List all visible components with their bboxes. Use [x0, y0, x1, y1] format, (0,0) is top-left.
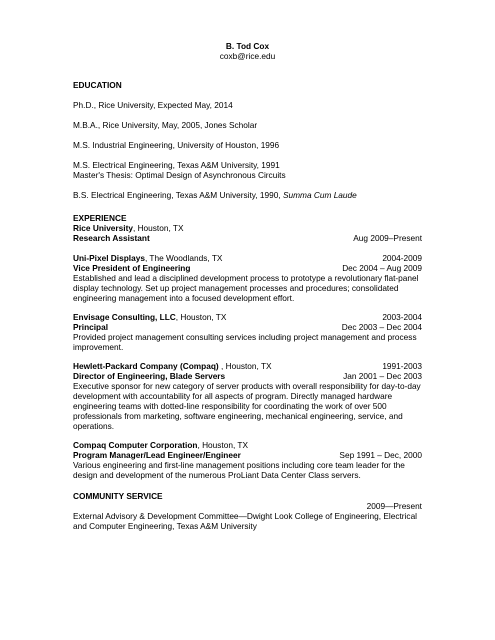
job-org-row [73, 440, 422, 450]
job-location: , The Woodlands, TX [144, 253, 223, 263]
education-item: M.S. Industrial Engineering, University of Houston, 1996 [73, 140, 280, 150]
job-title: Principal [73, 322, 109, 332]
job-dates: Sep 1991 – Dec, 2000 [339, 450, 422, 460]
education-item: M.S. Electrical Engineering, Texas A&M University, 1991 [73, 160, 280, 170]
job-description: Established and lead a disciplined development process to prototype a revolutionary flat-panel display technology. Set up project management processes and procedures; consolidated engineering management into a focused development effort. [73, 273, 419, 303]
job-title-row [73, 322, 422, 332]
job-org-row [73, 253, 422, 263]
job-org: Compaq Computer Corporation [73, 440, 198, 450]
resume-name: B. Tod Cox [225, 41, 270, 51]
education-item: M.B.A., Rice University, May, 2005, Jones Scholar [73, 120, 258, 130]
job-title: Program Manager/Lead Engineer/Engineer [73, 450, 241, 460]
community-description: External Advisory & Development Committee—Dwight Look College of Engineering, Electrical and Computer Engineering, Texas A&M University [73, 511, 418, 531]
job-org: Rice University [73, 223, 133, 233]
job-description: Provided project management consulting services including project management and process improvement. [73, 332, 417, 352]
job-location: , Houston, TX [175, 312, 227, 322]
education-honors: Summa Cum Laude [282, 190, 357, 200]
job-org-dates: 1991-2003 [382, 361, 422, 371]
job-org: Uni-Pixel Displays [73, 253, 145, 263]
job-description: Executive sponsor for new category of server products with overall responsibility for day-to-day development with accountability for all aspects of program. Directly managed hardware engineering teams with dotted-line responsibility for coordinating the work of over 500 professionals from marketing, software engineering, mechanical engineering, service, and operations. [73, 381, 421, 431]
job-org: Hewlett-Packard Company (Compaq) [73, 361, 219, 371]
job-dates: Dec 2003 – Dec 2004 [341, 322, 422, 332]
job-description: Various engineering and first-line management positions including core team leader for the design and development of the numerous ProLiant Data Center Class servers. [73, 460, 405, 480]
resume-email: coxb@rice.edu [219, 51, 276, 61]
job-title-row [73, 450, 422, 460]
education-item [73, 190, 422, 200]
community-dates: 2009—Present [366, 501, 422, 511]
education-thesis: Master's Thesis: Optimal Design of Asynchronous Circuits [73, 170, 286, 180]
job-location: , Houston, TX [132, 223, 184, 233]
job-org-dates: 2004-2009 [382, 253, 422, 263]
job-org-row [73, 223, 422, 233]
experience-heading: EXPERIENCE [73, 213, 127, 223]
job-org-row [73, 312, 422, 322]
job-dates: Aug 2009–Present [353, 233, 422, 243]
job-title-row [73, 371, 422, 381]
job-org-dates: 2003-2004 [382, 312, 422, 322]
job-title-row [73, 263, 422, 273]
job-title: Director of Engineering, Blade Servers [73, 371, 226, 381]
job-org-row [73, 361, 422, 371]
community-heading: COMMUNITY SERVICE [73, 491, 163, 501]
education-item-text: B.S. Electrical Engineering, Texas A&M University, 1990, [73, 190, 283, 200]
job-dates: Dec 2004 – Aug 2009 [342, 263, 422, 273]
education-item: Ph.D., Rice University, Expected May, 2014 [73, 100, 233, 110]
job-dates: Jan 2001 – Dec 2003 [343, 371, 422, 381]
job-title: Vice President of Engineering [73, 263, 191, 273]
job-title-row [73, 233, 422, 243]
community-dates-row [73, 501, 422, 511]
job-location: , Houston, TX [218, 361, 272, 371]
education-heading: EDUCATION [73, 80, 122, 90]
resume-page [73, 41, 422, 531]
job-title: Research Assistant [73, 233, 150, 243]
job-org: Envisage Consulting, LLC [73, 312, 176, 322]
job-location: , Houston, TX [197, 440, 249, 450]
